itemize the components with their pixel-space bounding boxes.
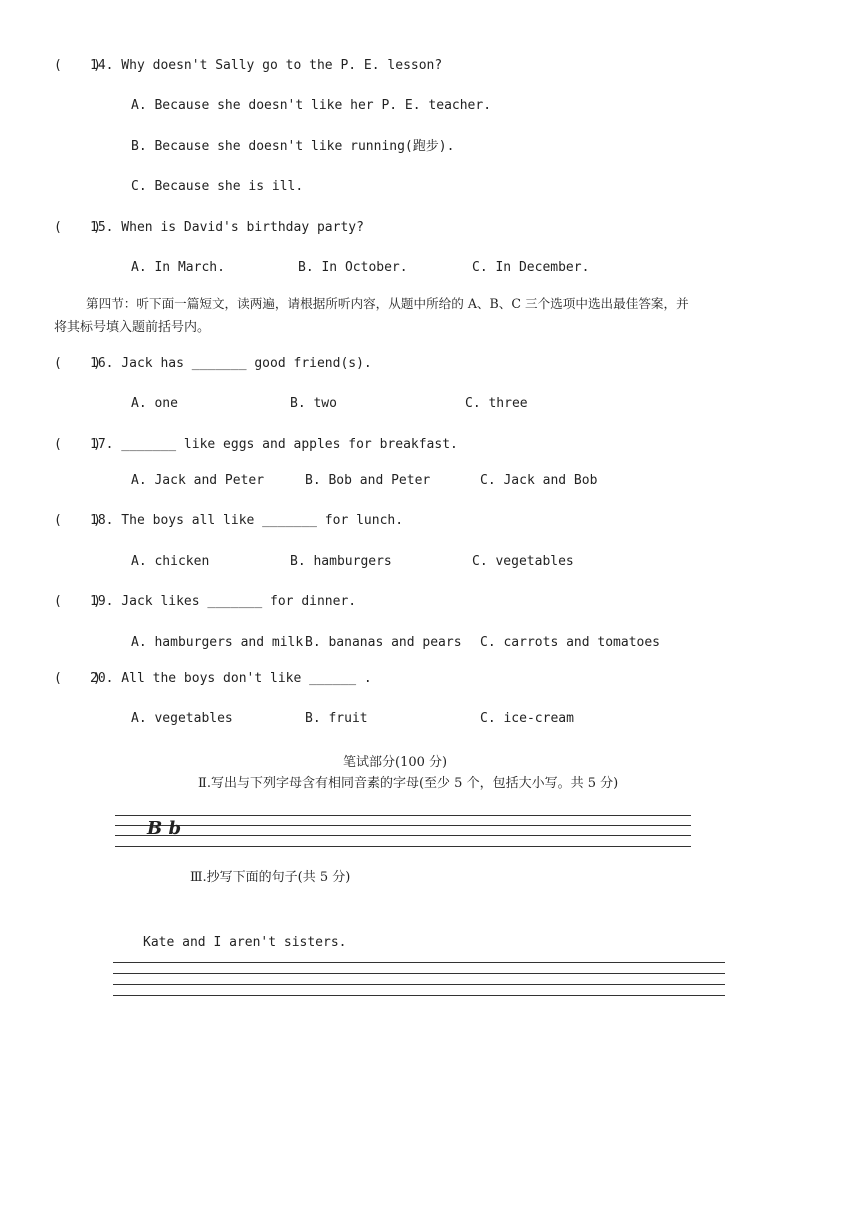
question-stem: 18. The boys all like _______ for lunch. [90,513,404,528]
option-a: A. one [131,396,178,411]
answer-bracket[interactable]: ( ) [54,58,101,73]
option-b: B. hamburgers [290,554,392,569]
option-b: B. Bob and Peter [305,473,431,488]
option-c: C. In December. [472,260,590,275]
question-stem: 17. _______ like eggs and apples for breakfast. [90,437,458,452]
answer-bracket[interactable]: ( ) [54,437,101,452]
guide-line [113,973,725,974]
part-3-instruction: Ⅲ.抄写下面的句子(共 5 分) [190,870,351,885]
answer-bracket[interactable]: ( ) [54,594,101,609]
guide-line [113,962,725,963]
copy-sentence: Kate and I aren't sisters. [143,935,347,950]
option-c: C. carrots and tomatoes [480,635,661,650]
example-letters: B b [147,818,182,839]
option-a: A. vegetables [131,711,233,726]
written-part-title: 笔试部分(100 分) [343,755,448,770]
guide-line [115,835,691,836]
question-stem: 19. Jack likes _______ for dinner. [90,594,357,609]
option-c: C. Jack and Bob [480,473,598,488]
answer-bracket[interactable]: ( ) [54,220,101,235]
question-stem: 15. When is David's birthday party? [90,220,364,235]
answer-bracket[interactable]: ( ) [54,356,101,371]
question-stem: 16. Jack has _______ good friend(s). [90,356,372,371]
option-c: C. ice-cream [480,711,574,726]
instruction-line-2: 将其标号填入题前括号内。 [54,320,211,335]
answer-bracket[interactable]: ( ) [54,671,101,686]
guide-line [115,825,691,826]
guide-line [113,995,725,996]
option-b: B. fruit [305,711,368,726]
option-b: B. Because she doesn't like running(跑步). [131,139,455,154]
option-c: C. three [465,396,528,411]
option-b: B. In October. [298,260,408,275]
option-a: A. chicken [131,554,210,569]
answer-bracket[interactable]: ( ) [54,513,101,528]
option-b: B. two [290,396,337,411]
option-a: A. In March. [131,260,225,275]
part-2-instruction: Ⅱ.写出与下列字母含有相同音素的字母(至少 5 个，包括大小写。共 5 分) [198,776,619,791]
option-a: A. hamburgers and milk [131,635,304,650]
option-a: A. Because she doesn't like her P. E. teacher. [131,98,492,113]
option-b: B. bananas and pears [305,635,462,650]
instruction-line-1: 第四节：听下面一篇短文，读两遍，请根据所听内容，从题中所给的 A、B、C 三个选项中选出最佳答案，并 [86,296,689,311]
question-stem: 20. All the boys don't like ______ . [90,671,372,686]
guide-line [115,846,691,847]
guide-line [113,984,725,985]
question-stem: 14. Why doesn't Sally go to the P. E. lesson? [90,58,443,73]
option-a: A. Jack and Peter [131,473,265,488]
option-c: C. vegetables [472,554,574,569]
guide-line [115,815,691,816]
option-c: C. Because she is ill. [131,179,304,194]
